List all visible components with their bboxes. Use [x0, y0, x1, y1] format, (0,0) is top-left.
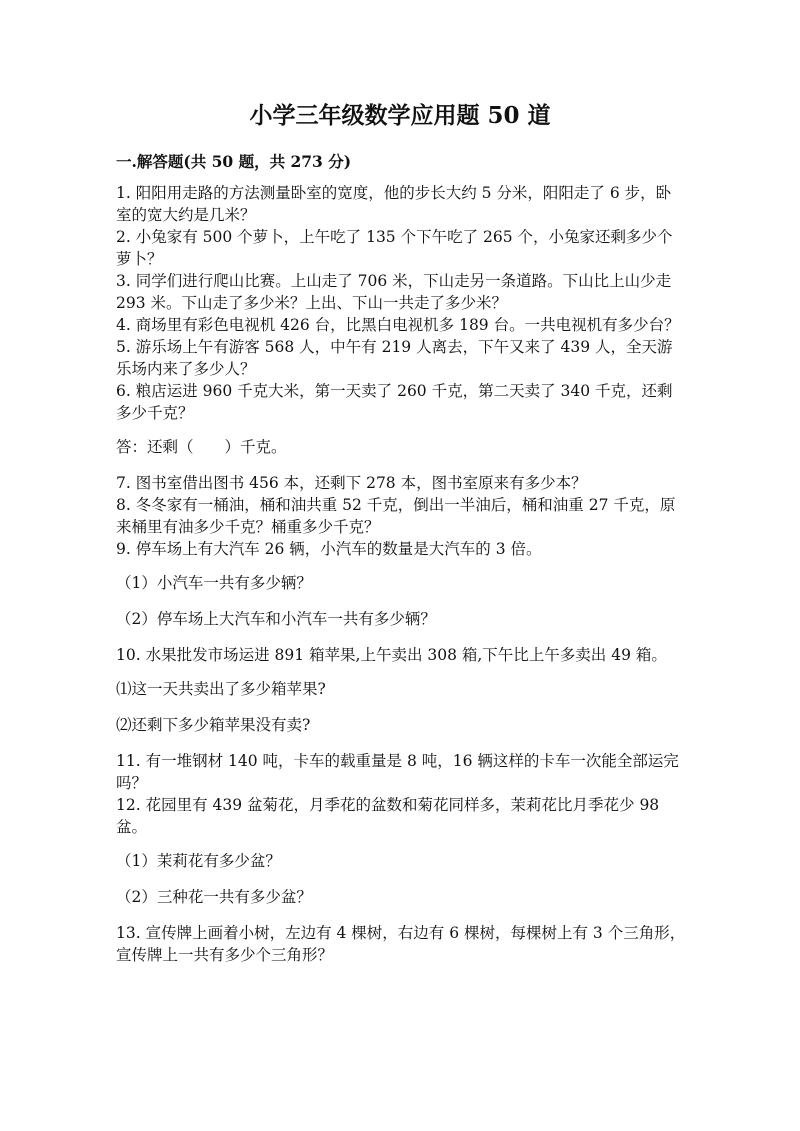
- question-12-part-1: （1）茉莉花有多少盆？: [116, 852, 281, 870]
- question-8: 8. 冬冬家有一桶油，桶和油共重 52 千克，倒出一半油后，桶和油重 27 千克，原来桶里有油多少千克？桶重多少千克？: [116, 496, 676, 536]
- question-5: 5. 游乐场上午有游客 568 人，中午有 219 人离去，下午又来了 439 人，全天游乐场内来了多少人？: [116, 338, 673, 378]
- question-9: 9. 停车场上有大汽车 26 辆，小汽车的数量是大汽车的 3 倍。: [116, 540, 542, 558]
- question-12-part-2: （2）三种花一共有多少盆？: [116, 888, 312, 906]
- question-9-part-1: （1）小汽车一共有多少辆？: [116, 574, 312, 592]
- question-6: 6. 粮店运进 960 千克大米，第一天卖了 260 千克，第二天卖了 340 千克，还剩多少千克？: [116, 382, 673, 422]
- question-2: 2. 小兔家有 500 个萝卜，上午吃了 135 个下午吃了 265 个，小兔家还剩多少个萝卜？: [116, 228, 673, 268]
- question-10-part-2: ⑵还剩下多少箱苹果没有卖?: [116, 716, 311, 734]
- question-list: [116, 182, 686, 966]
- question-7: 7. 图书室借出图书 456 本，还剩下 278 本，图书室原来有多少本？: [116, 474, 587, 492]
- question-12: 12. 花园里有 439 盆菊花，月季花的盆数和菊花同样多，茉莉花比月季花少 98 盆。: [116, 796, 660, 836]
- question-6-answer-line: 答：还剩（ ）千克。: [116, 438, 287, 456]
- question-11: 11. 有一堆钢材 140 吨，卡车的载重量是 8 吨，16 辆这样的卡车一次能全部运完吗？: [116, 752, 679, 792]
- question-10-part-1: ⑴这一天共卖出了多少箱苹果?: [116, 680, 326, 698]
- question-9-part-2: （2）停车场上大汽车和小汽车一共有多少辆？: [116, 610, 436, 628]
- page-title: 小学三年级数学应用题 50 道: [249, 102, 551, 129]
- question-3: 3. 同学们进行爬山比赛。上山走了 706 米，下山走另一条道路。下山比上山少走 293 米。下山走了多少米？上出、下山一共走了多少米？: [116, 272, 672, 312]
- question-1: 1. 阳阳用走路的方法测量卧室的宽度，他的步长大约 5 分米，阳阳走了 6 步，卧室的宽大约是几米？: [116, 184, 672, 224]
- question-13: 13. 宣传牌上画着小树，左边有 4 棵树，右边有 6 棵树，每棵树上有 3 个三角形，宣传牌上一共有多少个三角形？: [116, 924, 686, 964]
- section-heading: 一.解答题(共 50 题，共 273 分): [116, 152, 352, 171]
- question-10: 10. 水果批发市场运进 891 箱苹果,上午卖出 308 箱,下午比上午多卖出 49 箱。: [116, 646, 667, 664]
- question-4: 4. 商场里有彩色电视机 426 台，比黑白电视机多 189 台。一共电视机有多少台？: [116, 316, 680, 334]
